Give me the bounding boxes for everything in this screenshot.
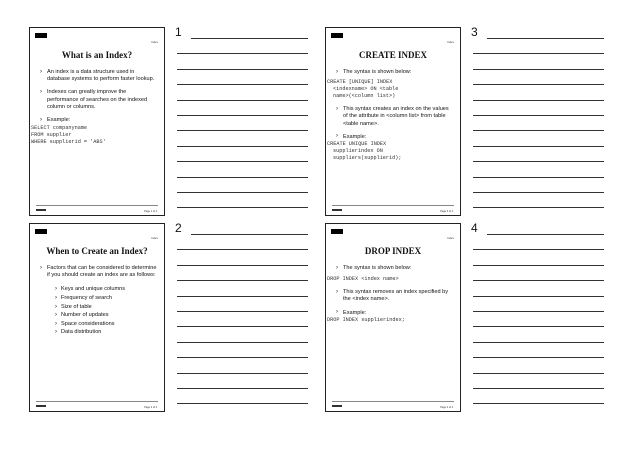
- bullet: › Factors that can be considered to determine if you should create an index are as follows:: [39, 265, 157, 279]
- note-line: [473, 326, 604, 327]
- slide-title: When to Create an Index?: [46, 246, 148, 256]
- notes-lines: [473, 234, 604, 419]
- code-line: DROP INDEX supplierindex;: [327, 316, 405, 323]
- footer-rule: [332, 401, 454, 402]
- note-line: [177, 326, 308, 327]
- note-line: [191, 234, 308, 235]
- note-line: [473, 53, 604, 54]
- bullet: › Indexes can greatly improve the performance of searches on the indexed column or columns.: [39, 89, 157, 111]
- note-line: [177, 342, 308, 343]
- note-line: [177, 100, 308, 101]
- code-line: name>(<column list>): [333, 93, 396, 100]
- footer-logo: [332, 209, 342, 211]
- bullet: › This syntax removes an index specified by the <index name>.: [335, 289, 453, 303]
- sub-item: › Frequency of search: [55, 294, 157, 303]
- note-line: [473, 84, 604, 85]
- note-line: [177, 249, 308, 250]
- note-line: [473, 373, 604, 374]
- note-line: [177, 69, 308, 70]
- note-line: [177, 146, 308, 147]
- note-line: [473, 161, 604, 162]
- code-line: CREATE [UNIQUE] INDEX: [327, 79, 393, 86]
- note-line: [473, 115, 604, 116]
- code-line: suppliers(supplierid);: [333, 155, 402, 162]
- sub-item: › Data distribution: [55, 328, 157, 337]
- note-line: [177, 403, 308, 404]
- logo: [331, 229, 343, 234]
- note-line: [177, 177, 308, 178]
- note-line: [473, 388, 604, 389]
- slide-body: [327, 265, 453, 330]
- sub-item: › Number of updates: [55, 311, 157, 320]
- bullet: › The syntax is shown below:: [335, 69, 453, 76]
- sub-item: › Space considerations: [55, 320, 157, 329]
- note-line: [191, 38, 308, 39]
- note-line: [473, 342, 604, 343]
- note-line: [177, 296, 308, 297]
- code-line: SELECT companyname: [31, 125, 88, 132]
- slide-title: What is an Index?: [61, 50, 133, 60]
- slide-tag: Index: [151, 236, 158, 240]
- bullet: › Example:: [335, 134, 453, 141]
- slide-title: CREATE INDEX: [358, 50, 428, 60]
- slide-1: [29, 27, 165, 216]
- code-line: FROM supplier: [31, 132, 72, 139]
- slide-title: DROP INDEX: [364, 246, 422, 256]
- slide-tag: Index: [447, 236, 454, 240]
- slide-number: 4: [471, 221, 478, 235]
- note-line: [177, 311, 308, 312]
- sub-list: [39, 285, 157, 337]
- note-line: [473, 192, 604, 193]
- note-line: [177, 161, 308, 162]
- note-line: [177, 84, 308, 85]
- footer-rule: [36, 401, 158, 402]
- logo: [331, 33, 343, 38]
- note-line: [177, 357, 308, 358]
- note-line: [177, 115, 308, 116]
- note-line: [473, 265, 604, 266]
- note-line: [177, 373, 308, 374]
- note-line: [473, 177, 604, 178]
- footer-page: Page 3 of 4: [440, 210, 453, 213]
- footer-page: Page 4 of 4: [440, 406, 453, 409]
- notes-lines: [473, 38, 604, 223]
- code-line: DROP INDEX <index name>: [327, 276, 399, 283]
- slide-tag: Index: [151, 40, 158, 44]
- note-line: [473, 69, 604, 70]
- note-line: [487, 234, 604, 235]
- footer-page: Page 2 of 4: [144, 406, 157, 409]
- footer-page: Page 1 of 4: [144, 210, 157, 213]
- slide-tag: Index: [447, 40, 454, 44]
- sub-item: › Size of table: [55, 303, 157, 312]
- footer-logo: [36, 209, 46, 211]
- slide-number: 1: [175, 25, 182, 39]
- slide-4: [325, 223, 461, 412]
- logo: [35, 33, 47, 38]
- note-line: [177, 192, 308, 193]
- bullet: › The syntax is shown below:: [335, 265, 453, 272]
- code-line: WHERE supplierid = 'ABS': [31, 139, 106, 146]
- note-line: [473, 403, 604, 404]
- slide-body: [39, 265, 157, 345]
- bullet: › This syntax creates an index on the values of the attribute in <column list> from table <table name>.: [335, 106, 453, 128]
- note-line: [473, 296, 604, 297]
- notes-lines: [177, 234, 308, 419]
- bullet: › Example:: [335, 310, 453, 317]
- slide-body: [31, 69, 157, 152]
- footer-logo: [36, 405, 46, 407]
- slide-number: 3: [471, 25, 478, 39]
- note-line: [177, 130, 308, 131]
- note-line: [473, 130, 604, 131]
- note-line: [473, 249, 604, 250]
- note-line: [487, 38, 604, 39]
- note-line: [473, 100, 604, 101]
- sub-item: › Keys and unique columns: [55, 285, 157, 294]
- note-line: [473, 146, 604, 147]
- note-line: [177, 280, 308, 281]
- footer-rule: [36, 205, 158, 206]
- note-line: [473, 280, 604, 281]
- slide-body: [327, 69, 453, 168]
- logo: [35, 229, 47, 234]
- footer-logo: [332, 405, 342, 407]
- note-line: [177, 207, 308, 208]
- note-line: [473, 207, 604, 208]
- notes-lines: [177, 38, 308, 223]
- note-line: [177, 265, 308, 266]
- slide-number: 2: [175, 221, 182, 235]
- note-line: [177, 388, 308, 389]
- bullet: › An index is a data structure used in database systems to perform faster lookup.: [39, 69, 157, 83]
- bullet: › Example:: [39, 117, 157, 124]
- note-line: [473, 357, 604, 358]
- slide-3: [325, 27, 461, 216]
- slide-2: [29, 223, 165, 412]
- code-line: <indexname> ON <table: [333, 86, 399, 93]
- code-line: CREATE UNIQUE INDEX: [327, 141, 387, 148]
- footer-rule: [332, 205, 454, 206]
- note-line: [177, 53, 308, 54]
- code-line: supplierindex ON: [333, 148, 383, 155]
- note-line: [473, 311, 604, 312]
